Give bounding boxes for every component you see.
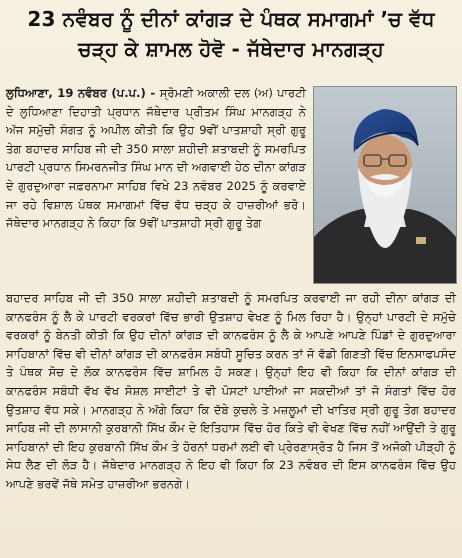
article-headline: 23 ਨਵੰਬਰ ਨੂੰ ਦੀਨਾਂ ਕਾਂਗੜ ਦੇ ਪੰਥਕ ਸਮਾਗਮਾਂ ’ਚ ਵੱਧ ਚੜ੍ਹ ਕੇ ਸ਼ਾਮਲ ਹੋਵੋ - ਜੱਥੇਦਾਰ ਮਾਨਗੜ੍ਹ: [27, 7, 435, 61]
article-body-lower: ਬਹਾਦਰ ਸਾਹਿਬ ਜੀ ਦੀ 350 ਸਾਲਾ ਸ਼ਹੀਦੀ ਸ਼ਤਾਬਦੀ ਨੂੰ ਸਮਰਪਿਤ ਕਰਵਾਈ ਜਾ ਰਹੀ ਦੀਨਾ ਕਾਂਗੜ ਦੀ ਕਾਨਫਰੰਸ ਨੂੰ ਲੈ ਕੇ ਪਾਰਟੀ ਵਰਕਰਾਂ ਵਿੱਚ ਭਾਰੀ ਉਤਸ਼ਾਹ ਵੇਖਣ ਨੂੰ ਮਿਲ ਰਿਹਾ ਹੈ। ਉਨ੍ਹਾਂ ਪਾਰਟੀ ਦੇ ਸਮੁੱਚੇ ਵਰਕਰਾਂ ਨੂੰ ਬੇਨਤੀ ਕੀਤੀ ਕਿ ਉਹ ਦੀਨਾਂ ਕਾਂਗੜ ਦੀ ਕਾਨਫਰੰਸ ਨੂੰ ਲੈ ਕੇ ਆਪਣੇ ਆਪਣੇ ਪਿੰਡਾਂ ਦੇ ਗੁਰਦੁਆਰਾ ਸਾਹਿਬਾਨਾਂ ਵਿੱਚ ਵੀ ਦੀਨਾਂ ਕਾਂਗੜ ਦੀ ਕਾਨਫਰੰਸ ਸਬੰਧੀ ਸੂਚਿਤ ਕਰਨ ਤਾਂ ਜੋ ਵੱਡੀ ਗਿਣਤੀ ਵਿੱਚ ਇਨਸਾਫਪਸੰਦ ਤੇ ਪੰਥਕ ਸੋਚ ਦੇ ਲੋਕ ਕਾਨਫਰੰਸ ਵਿੱਚ ਸ਼ਾਮਿਲ ਹੋ ਸਕਣ। ਉਨ੍ਹਾਂ ਇਹ ਵੀ ਕਿਹਾ ਕਿ ਦੀਨਾਂ ਕਾਂਗੜ ਦੀ ਕਾਨਫਰੰਸ ਸਬੰਧੀ ਵੱਖ ਵੱਖ ਸੋਸ਼ਲ ਸਾਈਟਾਂ ਤੇ ਵੀ ਪੋਸਟਾਂ ਪਾਈਆਂ ਜਾ ਸਕਦੀਆਂ ਤਾਂ ਜੋ ਸੰਗਤਾਂ ਵਿੱਚ ਹੋਰ ਉਤਸ਼ਾਹ ਵੱਧ ਸਕੇ। ਮਾਨਗੜ੍ਹ ਨੇ ਅੱਗੇ ਕਿਹਾ ਕਿ ਦੱਬੇ ਕੁਚਲੇ ਤੇ ਮਜ਼ਲੂਮਾਂ ਦੀ ਖਾਤਿਰ ਸ੍ਰੀ ਗੁਰੂ ਤੇਗ ਬਹਾਦਰ ਸਾਹਿਬ ਜੀ ਦੀ ਲਾਸਾਨੀ ਕੁਰਬਾਨੀ ਸਿੱਖ ਕੌਮ ਦੇ ਇਤਿਹਾਸ ਵਿੱਚ ਹੋਰ ਕਿਤੇ ਵੀ ਵੇਖਣ ਵਿੱਚ ਨਹੀਂ ਆਉਂਦੀ ਤੇ ਗੁਰੂ ਸਾਹਿਬਾਨਾਂ ਦੀ ਇਹ ਕੁਰਬਾਨੀ ਸਿੱਖ ਕੌਮ ਤੇ ਹੋਰਨਾਂ ਧਰਮਾਂ ਲਈ ਵੀ ਪ੍ਰੇਰਣਾਸ੍ਰੋਤ ਹੈ ਜਿਸ ਤੋਂ ਅਜੋਕੀ ਪੀੜ੍ਹੀ ਨੂੰ ਸੇਧ ਲੈਣ ਦੀ ਲੋੜ ਹੈ। ਜੱਥੇਦਾਰ ਮਾਨਗੜ੍ਹ ਨੇ ਇਹ ਵੀ ਕਿਹਾ ਕਿ 23 ਨਵੰਬਰ ਦੀ ਇਸ ਕਾਨਫਰੰਸ ਵਿੱਚ ਉਹ ਆਪਣੇ ਭਰਵੇਂ ਜੱਥੇ ਸਮੇਤ ਹਾਜ਼ਰੀਆ ਭਰਨਗੇ।: [6, 291, 456, 491]
portrait-photo: [313, 86, 457, 284]
portrait-illustration: [314, 87, 456, 283]
article-paragraph-upper: ਸ੍ਰੋਮਣੀ ਅਕਾਲੀ ਦਲ (ਅ) ਪਾਰਟੀ ਦੇ ਲੁਧਿਆਣਾ ਦਿਹਾਤੀ ਪ੍ਰਧਾਨ ਜੱਥੇਦਾਰ ਪ੍ਰੀਤਮ ਸਿੰਘ ਮਾਨਗੜ੍ਹ ਨੇ ਅੱਜ ਸਮੁੱਚੀ ਸੰਗਤ ਨੂੰ ਅਪੀਲ ਕੀਤੀ ਕਿ ਉਹ 9ਵੀਂ ਪਾਤਸ਼ਾਹੀ ਸ੍ਰੀ ਗੁਰੂ ਤੇਗ ਬਹਾਦਰ ਸਾਹਿਬ ਜੀ ਦੀ 350 ਸਾਲਾ ਸ਼ਹੀਦੀ ਸ਼ਤਾਬਦੀ ਨੂੰ ਸਮਰਪਿਤ ਪਾਰਟੀ ਪ੍ਰਧਾਨ ਸਿਮਰਨਜੀਤ ਸਿੰਘ ਮਾਨ ਦੀ ਅਗਵਾਈ ਹੇਠ ਦੀਨਾ ਕਾਂਗੜ ਦੇ ਗੁਰਦੁਆਰਾ ਜਫ਼ਰਨਾਮਾ ਸਾਹਿਬ ਵਿਖੇ 23 ਨਵੰਬਰ 2025 ਨੂੰ ਕਰਵਾਏ ਜਾ ਰਹੇ ਵਿਸ਼ਾਲ ਪੰਥਕ ਸਮਾਗਮਾਂ ਵਿੱਚ ਵੱਧ ਚੜ੍ਹ ਕੇ ਹਾਜ਼ਰੀਆਂ ਭਰੋ। ਜੱਥੇਦਾਰ ਮਾਨਗੜ੍ਹ ਨੇ ਕਿਹਾ ਕਿ 9ਵੀਂ ਪਾਤਸ਼ਾਹੀ ਸ੍ਰੀ ਗੁਰੂ ਤੇਗ: [6, 86, 306, 231]
article-body-upper: [6, 84, 306, 233]
article-dateline: ਲੁਧਿਆਣਾ, 19 ਨਵੰਬਰ (ਪ.ਪ.) -: [6, 86, 160, 100]
